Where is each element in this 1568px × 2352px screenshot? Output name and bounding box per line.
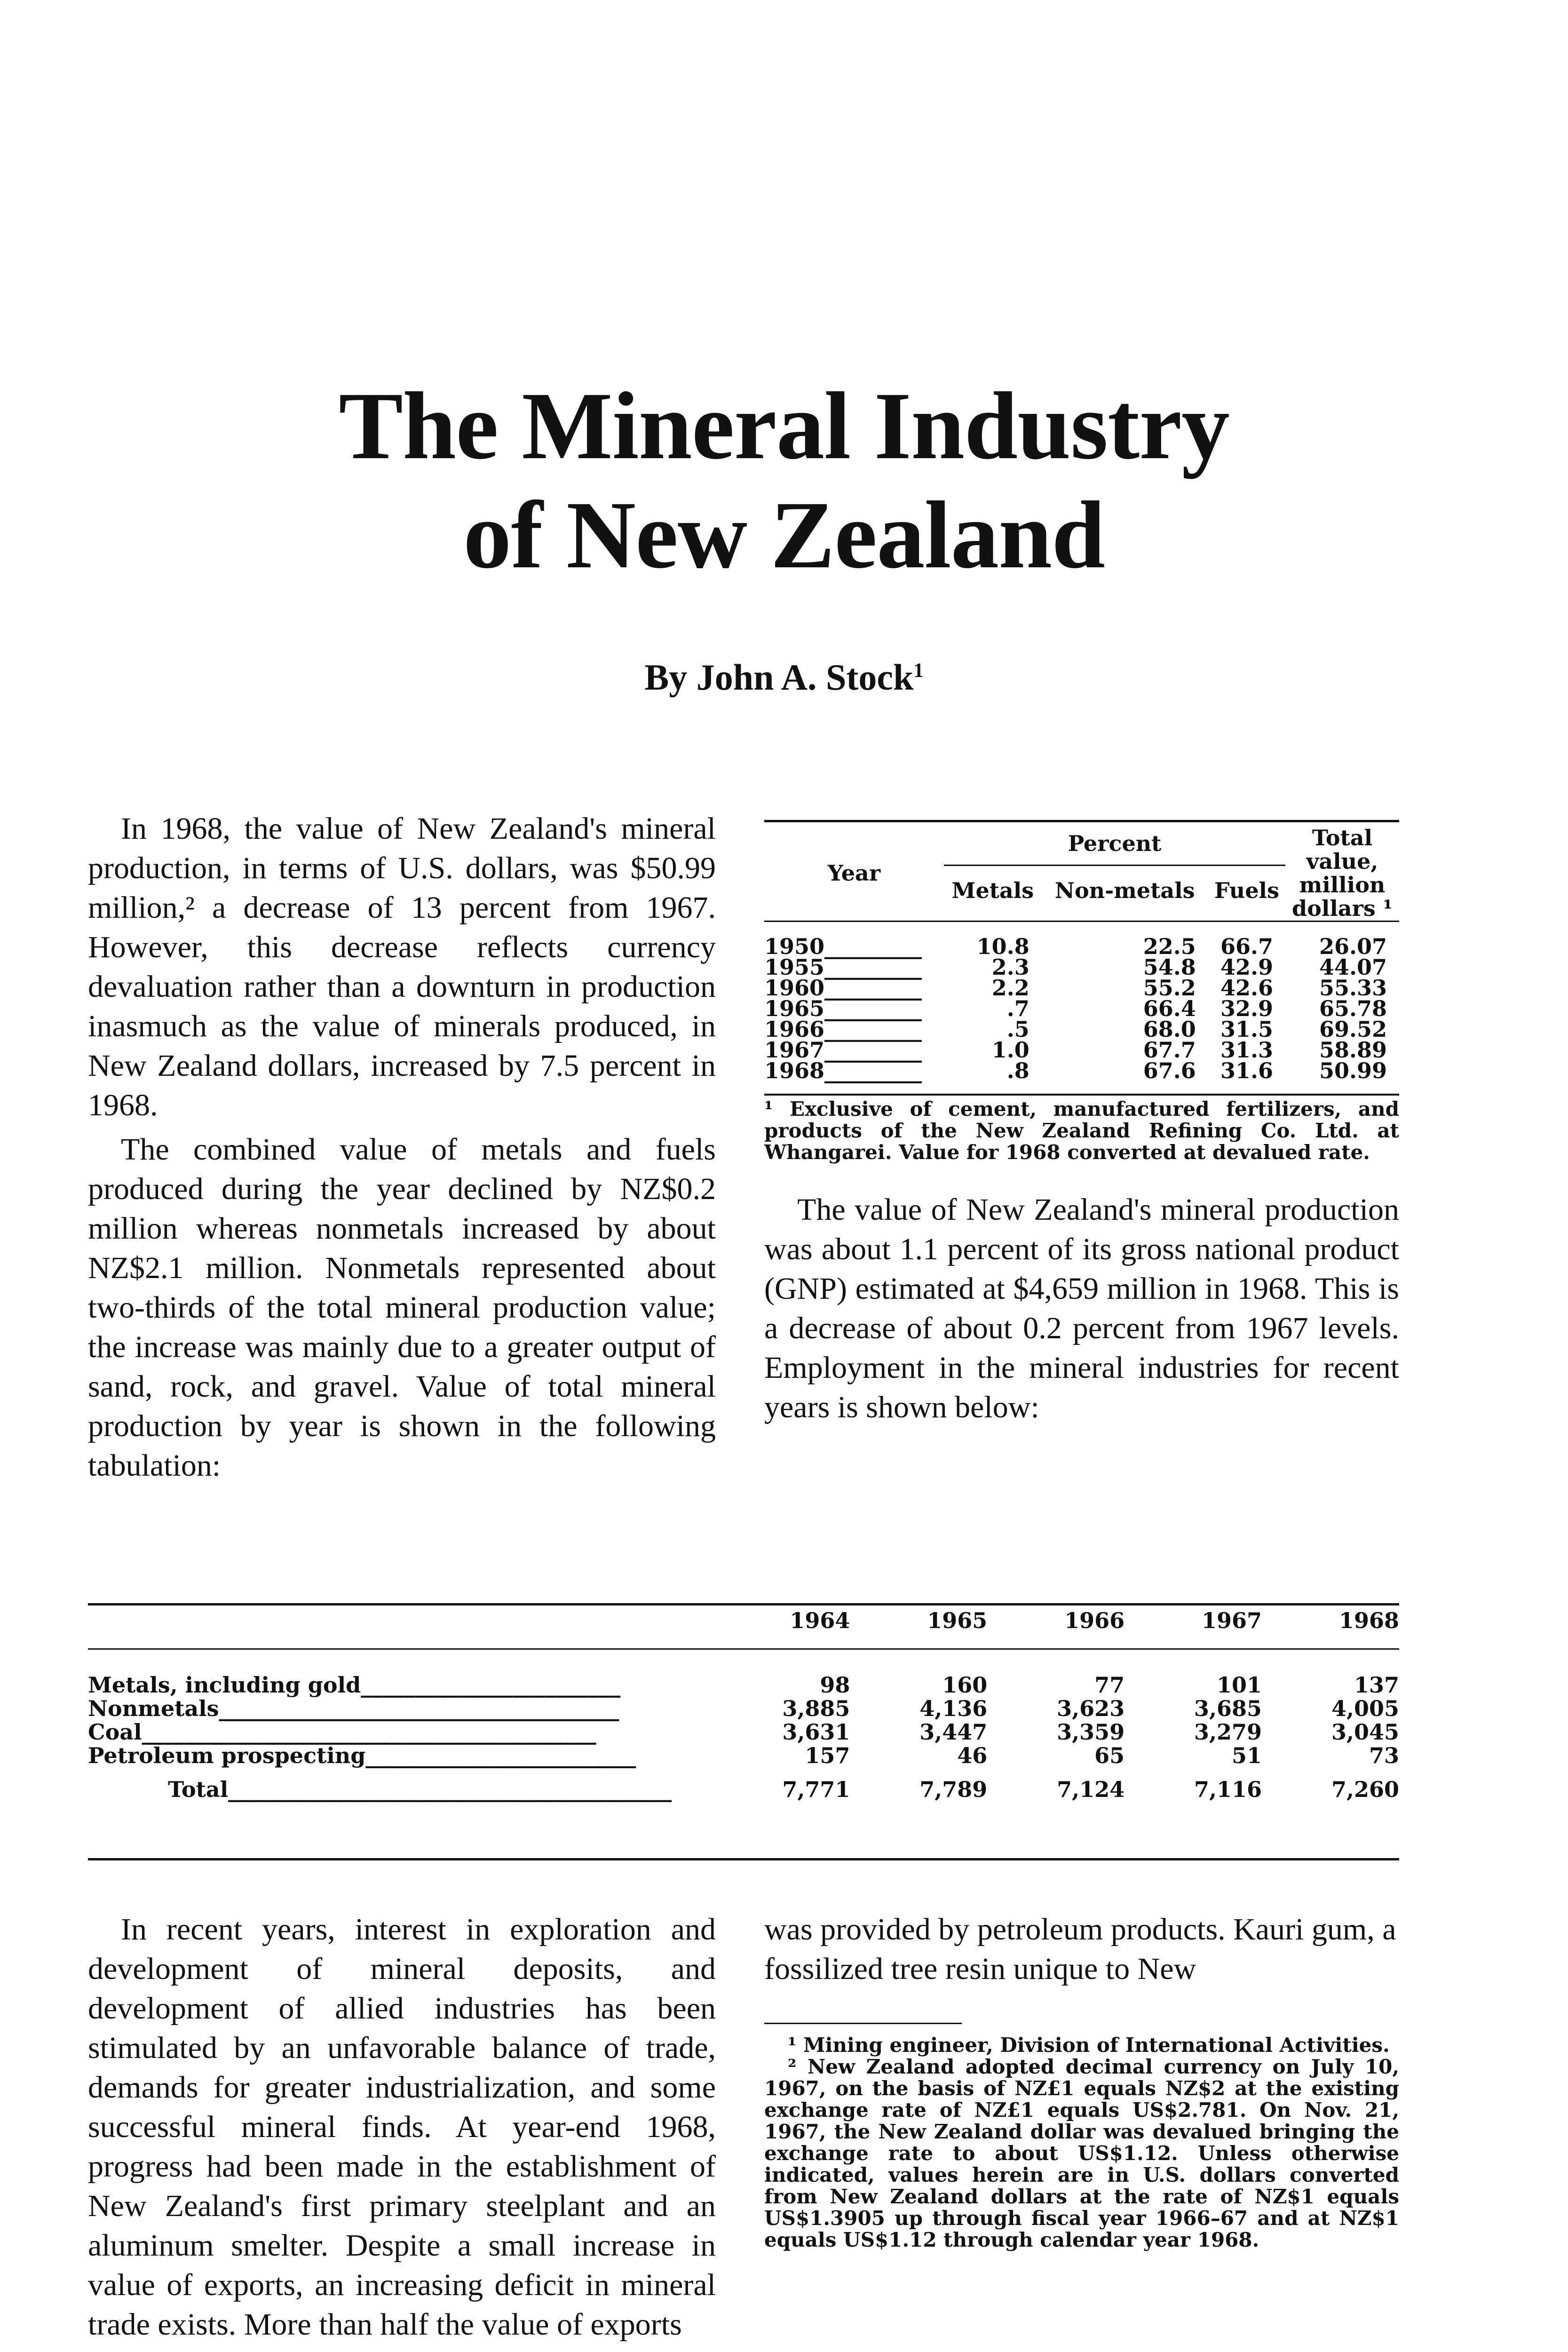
cell-fuels: 42.6 (1220, 975, 1273, 1001)
cell-value: 137 (1354, 1672, 1399, 1698)
value-table-row (764, 998, 1399, 1019)
cell-total: 65.78 (1319, 996, 1387, 1021)
cell-value: 73 (1369, 1743, 1399, 1768)
row-label: Nonmetals_____________________________________ (88, 1696, 619, 1721)
cell-value: 3,279 (1194, 1719, 1262, 1745)
employment-row (88, 1673, 1399, 1697)
value-table-row (764, 1040, 1399, 1060)
total-value: 7,260 (1331, 1777, 1399, 1802)
cell-metals: 2.3 (991, 954, 1029, 980)
cell-value: 3,685 (1194, 1696, 1262, 1721)
total-value: 7,771 (782, 1777, 850, 1802)
leader-dots: _________ (824, 1058, 922, 1083)
table1-bottom-rule (764, 1094, 1399, 1096)
cell-value: 77 (1094, 1672, 1125, 1698)
cell-value: 46 (957, 1743, 988, 1768)
year-header: 1966 (1064, 1608, 1125, 1633)
leader-dots: _____________________________________ (219, 1696, 619, 1721)
value-table-row (764, 977, 1399, 998)
cell-metals: 1.0 (991, 1037, 1029, 1063)
cell-value: 3,885 (782, 1696, 850, 1721)
page-title (0, 372, 1568, 590)
employment-row (88, 1697, 1399, 1720)
cell-total: 26.07 (1319, 934, 1387, 959)
author-name: By John A. Stock (644, 657, 914, 698)
leader-dots: _________ (824, 1037, 922, 1063)
year-header: 1964 (790, 1608, 850, 1633)
value-table-row (764, 1019, 1399, 1040)
cell-total: 50.99 (1319, 1058, 1387, 1083)
table1-footnote: ¹ Exclusive of cement, manufactured fertilizers, and products of the New Zealand Refining Co. Ltd. at Whangarei. Value for 1968 converted at devalued rate. (764, 1097, 1399, 1164)
intro-paragraph-2: The combined value of metals and fuels produced during the year declined by NZ$0.2 million whereas nonmetals increased by about NZ$2.1 million. Nonmetals represented about two-thirds of the total mineral production value; the increase was mainly due to a greater output of sand, rock, and gravel. Value of total mineral production by year is shown in the following tabulation: (88, 1132, 716, 1483)
cell-fuels: 42.9 (1220, 954, 1273, 980)
year-header: 1967 (1202, 1608, 1262, 1633)
cell-year: 1965_________ (764, 996, 922, 1021)
body-right-column (764, 1910, 1399, 1989)
leader-dots: _________ (824, 975, 922, 1001)
cell-year: 1967_________ (764, 1037, 922, 1063)
total-label: Total_________________________________________ (168, 1777, 672, 1802)
leader-dots: _________ (824, 1017, 922, 1042)
gnp-column (764, 1190, 1399, 1427)
row-label: Metals, including gold________________________ (88, 1672, 621, 1698)
body-left-paragraph: In recent years, interest in exploration and development of mineral deposits, and development of allied industries has been stimulated by an unfavorable balance of trade, demands for greater industrialization, and some successful mineral finds. At year-end 1968, progress had been made in the establishment of New Zealand's first primary steelplant and an aluminum smelter. Despite a small increase in value of exports, an increasing deficit in mineral trade exists. More than half the value of exports (88, 1912, 716, 2342)
cell-year: 1955_________ (764, 954, 922, 980)
cell-total: 44.07 (1319, 954, 1387, 980)
footnotes (764, 2034, 1399, 2251)
total-value: 7,789 (919, 1777, 988, 1802)
cell-metals: .7 (1006, 996, 1029, 1021)
body-left-column (88, 1910, 716, 2344)
total-row (88, 1778, 1399, 1801)
cell-metals: 2.2 (991, 975, 1029, 1001)
title-line-1: The Mineral Industry (339, 373, 1229, 479)
leader-dots: __________________________________________ (142, 1719, 596, 1745)
col-nonmetals-header: Non-metals (1054, 878, 1195, 904)
row-label: Coal__________________________________________ (88, 1719, 596, 1745)
intro-column (88, 809, 716, 1486)
footnote-separator (764, 2023, 962, 2024)
cell-value: 4,005 (1331, 1696, 1399, 1721)
employment-table (88, 1609, 1399, 1801)
leader-dots: _________________________ (365, 1743, 636, 1768)
cell-value: 4,136 (919, 1696, 988, 1721)
cell-year: 1966_________ (764, 1017, 922, 1042)
cell-value: 3,447 (919, 1719, 988, 1745)
cell-year: 1968_________ (764, 1058, 922, 1083)
year-header: 1965 (927, 1608, 988, 1633)
cell-year: 1950_________ (764, 934, 922, 959)
byline-footnote-mark: 1 (913, 660, 924, 682)
cell-value: 3,631 (782, 1719, 850, 1745)
cell-metals: .8 (1006, 1058, 1029, 1083)
title-line-2: of New Zealand (463, 482, 1105, 588)
cell-value: 157 (805, 1743, 850, 1768)
cell-value: 98 (820, 1672, 850, 1698)
col-metals-header: Metals (951, 878, 1034, 904)
cell-nonmetals: 55.2 (1143, 975, 1196, 1001)
col-year-header: Year (827, 860, 881, 886)
footnote-2: ² New Zealand adopted decimal currency on July 10, 1967, on the basis of NZ£1 equals NZ$2 at the existing exchange rate of NZ£1 equals US$2.781. On Nov. 21, 1967, the New Zealand dollar was devalued bringing the exchange rate to about US$1.12. Unless otherwise indicated, values herein are in U.S. dollars converted from New Zealand dollars at the rate of NZ$1 equals US$1.3905 up through fiscal year 1966–67 and at NZ$1 equals US$1.12 through calendar year 1968. (764, 2055, 1399, 2251)
cell-fuels: 66.7 (1220, 934, 1273, 959)
cell-value: 101 (1217, 1672, 1262, 1698)
leader-dots: _________________________________________ (228, 1777, 672, 1802)
total-value: 7,116 (1194, 1777, 1262, 1802)
cell-total: 55.33 (1319, 975, 1387, 1001)
cell-value: 51 (1232, 1743, 1262, 1768)
intro-paragraph-1: In 1968, the value of New Zealand's mineral production, in terms of U.S. dollars, was $50.99 million,² a decrease of 13 percent from 1967. However, this decrease reflects currency devaluation rather than a downturn in production inasmuch as the value of minerals produced, in New Zealand dollars, increased by 7.5 percent in 1968. (88, 811, 716, 1122)
cell-nonmetals: 54.8 (1143, 954, 1196, 980)
cell-fuels: 32.9 (1220, 996, 1273, 1021)
total-value: 7,124 (1057, 1777, 1125, 1802)
employment-row (88, 1720, 1399, 1744)
cell-fuels: 31.3 (1220, 1037, 1273, 1063)
table2-top-rule (88, 1603, 1399, 1605)
leader-dots: _________ (824, 954, 922, 980)
leader-dots: _________ (824, 934, 922, 959)
cell-metals: 10.8 (976, 934, 1029, 959)
year-header: 1968 (1338, 1608, 1399, 1633)
leader-dots: _________ (824, 996, 922, 1021)
cell-value: 3,045 (1331, 1719, 1399, 1745)
value-table-row (764, 957, 1399, 977)
employment-row (88, 1744, 1399, 1767)
col-total-header: Total value, million dollars ¹ (1292, 825, 1393, 921)
cell-nonmetals: 22.5 (1143, 934, 1196, 959)
cell-nonmetals: 67.7 (1143, 1037, 1196, 1063)
cell-fuels: 31.5 (1220, 1017, 1273, 1042)
row-label: Petroleum prospecting_________________________ (88, 1743, 636, 1768)
table1-top-rule (764, 820, 1399, 822)
cell-nonmetals: 67.6 (1143, 1058, 1196, 1083)
cell-total: 58.89 (1319, 1037, 1387, 1063)
body-right-paragraph: was provided by petroleum products. Kauri gum, a fossilized tree resin unique to New (764, 1912, 1396, 1986)
gnp-paragraph: The value of New Zealand's mineral production was about 1.1 percent of its gross national product (GNP) estimated at $4,659 million in 1968. This is a decrease of about 0.2 percent from 1967 levels. Employment in the mineral industries for recent years is shown below: (764, 1192, 1399, 1424)
cell-metals: .5 (1006, 1017, 1029, 1042)
col-fuels-header: Fuels (1214, 878, 1279, 904)
footnote-1: ¹ Mining engineer, Division of International Activities. (788, 2034, 1390, 2057)
value-table-row (764, 1060, 1399, 1081)
cell-value: 65 (1094, 1743, 1125, 1768)
cell-value: 3,623 (1057, 1696, 1125, 1721)
leader-dots: ________________________ (361, 1672, 621, 1698)
cell-nonmetals: 68.0 (1143, 1017, 1196, 1042)
mineral-value-table (764, 826, 1399, 1081)
cell-year: 1960_________ (764, 975, 922, 1001)
cell-total: 69.52 (1319, 1017, 1387, 1042)
value-table-row (764, 936, 1399, 957)
cell-fuels: 31.6 (1220, 1058, 1273, 1083)
cell-nonmetals: 66.4 (1143, 996, 1196, 1021)
byline (0, 656, 1568, 699)
cell-value: 160 (942, 1672, 988, 1698)
cell-value: 3,359 (1057, 1719, 1125, 1745)
table2-bottom-rule (88, 1858, 1399, 1860)
col-percent-header: Percent (944, 826, 1285, 866)
